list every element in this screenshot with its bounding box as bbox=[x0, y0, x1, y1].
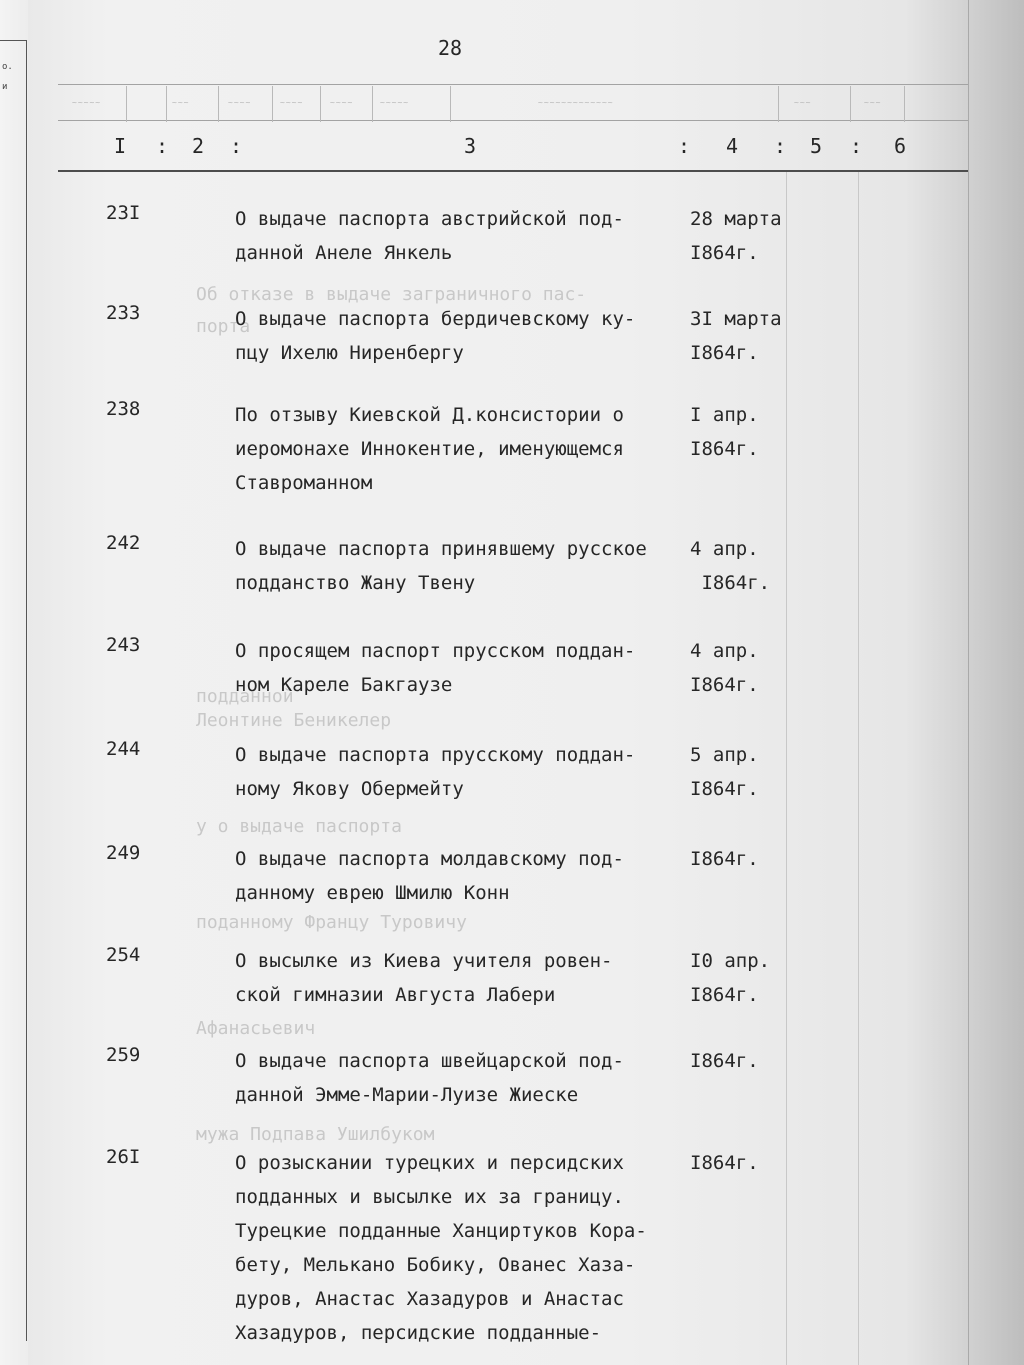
entry-date bbox=[690, 202, 782, 270]
entry-title bbox=[235, 532, 647, 600]
entry-title-line: данной Эмме-Марии-Луизе Жиеске bbox=[235, 1084, 579, 1106]
entry-title bbox=[235, 1044, 624, 1112]
entry-title-line: дуров, Анастас Хазадуров и Анастас bbox=[235, 1288, 624, 1310]
column-number: 5 bbox=[810, 134, 823, 158]
faded-table-header: ~~~~~ ~~~ ~~~~ ~~~~ ~~~~ ~~~~~ ~~~~~~~~~~~~~ ~~~ ~~~ bbox=[58, 80, 968, 122]
entry-date-line: I апр. bbox=[690, 404, 759, 426]
entry-date bbox=[690, 634, 759, 702]
entry-date bbox=[690, 398, 759, 466]
entry-date bbox=[690, 302, 782, 370]
entry-title-line: О выдаче паспорта молдавскому под- bbox=[235, 848, 624, 870]
entry-title bbox=[235, 302, 635, 370]
entry-title bbox=[235, 398, 624, 500]
entry-number: 249 bbox=[106, 842, 141, 864]
entry-title-line: О выдаче паспорта принявшему русское bbox=[235, 538, 647, 560]
entry-title-line: данной Анеле Янкель bbox=[235, 242, 453, 264]
entry-date-line: 4 апр. bbox=[690, 640, 759, 662]
column-separator: : bbox=[156, 134, 169, 158]
column-separator: : bbox=[850, 134, 863, 158]
entry-title-line: ном Кареле Бакгаузе bbox=[235, 674, 453, 696]
entry-date-line: 28 марта bbox=[690, 208, 782, 230]
binding-border bbox=[0, 40, 27, 1341]
entry-date-line: I0 апр. bbox=[690, 950, 771, 972]
entry-date bbox=[690, 944, 770, 1012]
entry-date-line: I864г. bbox=[690, 438, 759, 460]
entry-date-line: I864г. bbox=[690, 984, 759, 1006]
entry-title-line: О высылке из Киева учителя ровен- bbox=[235, 950, 613, 972]
column-number: 4 bbox=[726, 134, 739, 158]
entry-number: 244 bbox=[106, 738, 141, 760]
entry-title-line: Хазадуров, персидские подданные- bbox=[235, 1322, 602, 1344]
entry-title-line: По отзыву Киевской Д.консистории о bbox=[235, 404, 624, 426]
adjacent-page-fragment: и bbox=[2, 82, 8, 92]
entry-date bbox=[690, 1044, 759, 1078]
entry-number: 243 bbox=[106, 634, 141, 656]
column-number: 2 bbox=[192, 134, 205, 158]
column-divider bbox=[858, 172, 859, 1365]
column-number: I bbox=[114, 134, 127, 158]
entry-title-line: О просящем паспорт прусском поддан- bbox=[235, 640, 636, 662]
entry-title-line: О выдаче паспорта австрийской под- bbox=[235, 208, 624, 230]
entry-number: 26I bbox=[106, 1146, 141, 1168]
entry-date bbox=[690, 1146, 759, 1180]
entry-title-line: пцу Ихелю Ниренбергу bbox=[235, 342, 464, 364]
entry-title-line: Турецкие подданные Ханциртуков Кора- bbox=[235, 1220, 647, 1242]
adjacent-page-fragment: о. bbox=[2, 62, 13, 72]
column-divider bbox=[786, 172, 787, 1365]
entry-title-line: Ставроманном bbox=[235, 472, 373, 494]
entry-date-line: I864г. bbox=[690, 778, 759, 800]
entry-title bbox=[235, 202, 624, 270]
column-separator: : bbox=[230, 134, 243, 158]
entry-title-line: ному Якову Обермейту bbox=[235, 778, 464, 800]
entry-date bbox=[690, 532, 770, 600]
column-number: 3 bbox=[464, 134, 477, 158]
entry-date-line: 5 апр. bbox=[690, 744, 759, 766]
entry-title-line: О выдаче паспорта бердичевскому ку- bbox=[235, 308, 636, 330]
entry-title-line: подданных и высылке их за границу. bbox=[235, 1186, 624, 1208]
entry-title-line: иеромонахе Иннокентие, именующемся bbox=[235, 438, 624, 460]
column-separator: : bbox=[678, 134, 691, 158]
column-number: 6 bbox=[894, 134, 907, 158]
entry-number: 254 bbox=[106, 944, 141, 966]
entry-date bbox=[690, 738, 759, 806]
page-edge bbox=[968, 0, 969, 1365]
entry-number: 242 bbox=[106, 532, 141, 554]
column-number-row bbox=[58, 134, 968, 164]
entry-title-line: О выдаче паспорта прусскому поддан- bbox=[235, 744, 636, 766]
entry-number: 23I bbox=[106, 202, 141, 224]
entry-title bbox=[235, 1146, 647, 1350]
entry-title-line: бету, Мелькано Бобику, Ованес Хаза- bbox=[235, 1254, 636, 1276]
entry-title-line: данному еврею Шмилю Конн bbox=[235, 882, 510, 904]
entry-date-line: I864г. bbox=[690, 848, 759, 870]
entry-date-line: I864г. bbox=[690, 1152, 759, 1174]
entry-title-line: О розыскании турецких и персидских bbox=[235, 1152, 624, 1174]
page-number: 28 bbox=[438, 36, 463, 60]
entry-date-line: 4 апр. bbox=[690, 538, 759, 560]
entry-title bbox=[235, 738, 635, 806]
entry-title-line: О выдаче паспорта швейцарской под- bbox=[235, 1050, 624, 1072]
column-separator: : bbox=[774, 134, 787, 158]
entry-title bbox=[235, 944, 613, 1012]
entry-date-line: I864г. bbox=[690, 242, 759, 264]
entry-date-line: I864г. bbox=[690, 1050, 759, 1072]
entry-title bbox=[235, 842, 624, 910]
entry-date-line: I864г. bbox=[690, 572, 771, 594]
entry-date-line: I864г. bbox=[690, 342, 759, 364]
entry-title-line: ской гимназии Августа Лабери bbox=[235, 984, 556, 1006]
entry-number: 233 bbox=[106, 302, 141, 324]
entry-title-line: подданство Жану Твену bbox=[235, 572, 476, 594]
entry-date-line: 3I марта bbox=[690, 308, 782, 330]
document-page: 28 ~~~~~ ~~~ ~~~~ ~~~~ ~~~~ ~~~~~ ~~~~~~~~~~~~~ ~~~ ~~~ I : 2 : 3 : 4 : 5 : 6 Об отказе в выдаче заграничного пас- порта подданной Леонтине Беникелер у о выдаче паспорта поданному Францу Туровичу Афанасьевич мужа Подпава Ушилбуком 23I О выдаче паспорта австрийской под- данной Анеле Янкель 28 марта I864г. 233 О выдаче паспорта бердичевскому ку- пцу Ихелю Ниренбергу 3I марта I864г. 238 По отзыву Киевской Д.консистории о иеромонахе Иннокентие, именующемся Ставроманном I апр. I864г. 242 О выдаче паспорта принявшему русское подданство Жану Твену 4 апр. I864г. 243 О просящем паспорт прусском поддан- ном Кареле Бакгаузе 4 апр. I864г. 244 О выдаче паспорта прусскому поддан- ному Якову Обермейту 5 апр. I864г. 249 О выдаче паспорта молдавскому под- данному еврею Шмилю Конн I864г. 254 О высылке из Киева учителя ровен- ской гимназии Августа Лабери I0 апр. I864г. 259 О выдаче паспорта швейцарской под- данной Эмме-Марии-Луизе Жиеске I864г. 26I О розыскании турецких и персидских подданных и высылке их за границу. Турецкие подданные Ханциртуков Кора- бету, Мелькано Бобику, Ованес Хаза- дуров, Анастас Хазадуров и Анастас Хазадуров, персидские подданные- I864г. bbox=[28, 0, 1024, 1365]
header-rule bbox=[58, 170, 968, 172]
entry-date bbox=[690, 842, 759, 876]
entry-number: 259 bbox=[106, 1044, 141, 1066]
entry-number: 238 bbox=[106, 398, 141, 420]
entry-date-line: I864г. bbox=[690, 674, 759, 696]
entry-title bbox=[235, 634, 635, 702]
